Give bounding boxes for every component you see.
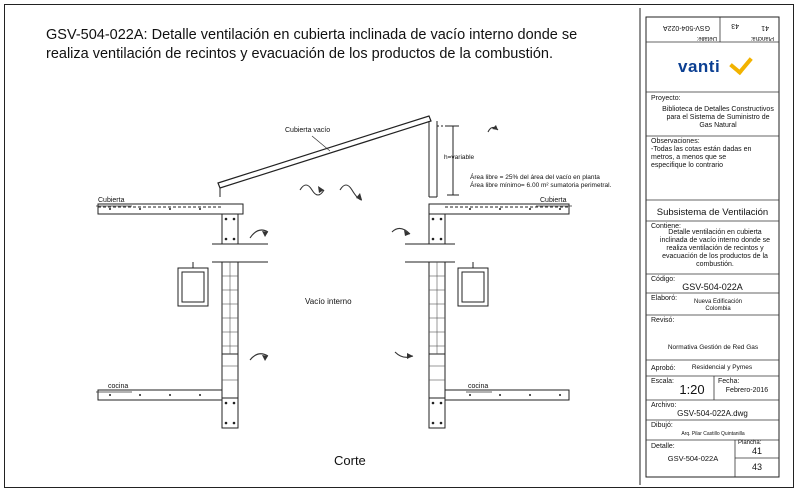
top-detail-cell: Detalle: GSV-504-022A: [662, 24, 717, 41]
label-cocina-left: cocina: [108, 383, 129, 390]
detalle-value: GSV-504-022A: [667, 454, 719, 463]
label-h-variable: h=variable: [444, 154, 475, 161]
dibujo-value: Arq. Pilar Castillo Quintanilla: [681, 431, 745, 437]
label-cubierta-vacio: Cubierta vacío: [285, 127, 331, 134]
plancha-41: 41: [751, 446, 762, 456]
aprobo-value: Residencial y Pymes: [691, 364, 753, 371]
proyecto-value: Biblioteca de Detalles Constructivos para el Sistema de Suministro de Gas Natural: [662, 106, 774, 129]
left-beam-upper: [222, 214, 238, 244]
codigo-value: GSV-504-022A: [682, 282, 743, 292]
left-floor-slab: [98, 390, 222, 400]
fecha-value: Febrero-2016: [725, 387, 769, 394]
right-beam-upper: [429, 214, 445, 244]
plancha-43: 43: [751, 462, 762, 472]
label-cubierta-left: Cubierta: [98, 197, 125, 204]
reviso-value: Normativa Gestión de Red Gas: [667, 344, 759, 351]
contiene-value: Detalle ventilación en cubierta inclinada de vacío interno donde se realiza ventilación de recintos y evacuación de los productos de la combustión.: [659, 229, 771, 268]
note-area-minima: Área libre mínimo= 6.00 m² sumatoria perimetral.: [470, 182, 612, 189]
logo-cell: [648, 43, 777, 93]
elaboro-value: Nueva Edificación Colombia: [693, 299, 743, 312]
label-vacio-interno: Vacío interno: [305, 297, 352, 306]
archivo-value: GSV-504-022A.dwg: [677, 409, 748, 418]
note-area-libre: Área libre = 25% del área del vacío en planta: [470, 174, 600, 181]
subsistema-title: Subsistema de Ventilación: [656, 207, 769, 218]
left-beam-lower: [222, 398, 238, 428]
top-plancha-cell: Plancha: 41 43: [731, 22, 774, 41]
right-beam-lower: [429, 398, 445, 428]
section-caption: Corte: [334, 453, 366, 468]
label-cubierta-right: Cubierta: [540, 197, 567, 204]
vanti-logo: vanti: [678, 57, 721, 76]
right-floor-slab: [445, 390, 569, 400]
drawing-title: GSV-504-022A: Detalle ventilación en cubierta inclinada de vacío interno donde se realiza ventilación de recintos y evacuación de los productos de la combustión.: [46, 27, 578, 62]
title-block: Detalle: GSV-504-022A Plancha: 41 43 vanti Proyecto: Biblioteca de Detalles Constructivos para el Sistema de Suministro de Gas Natural Observaciones: -Todas las cotas están dadas en metros, a menos que se especifique lo contrario Subsistema de Ventilación Contiene: Detalle ventilación en cubierta inclinada de vacío interno donde se realiza ventilación de recintos y evacuación de los productos de la combustión. Código: GSV-504-022A Elaboró: Nueva Edificación Colombia Revisó: Normativa Gestión de Red Gas Aprobó: Residencial y Pymes Escala: 1:20 Fecha: Febrero-2016 Archivo: GSV-504-022A.dwg Dibujó: Arq. Pilar Castillo Quintanilla Detalle: GSV-504-022A Plancha: 41 43: [648, 18, 777, 476]
escala-value: 1:20: [679, 382, 705, 397]
observaciones-value: -Todas las cotas están dadas en metros, a menos que se especifique lo contrario: [651, 146, 752, 169]
vanti-check-icon: [729, 51, 753, 75]
label-cocina-right: cocina: [468, 383, 489, 390]
